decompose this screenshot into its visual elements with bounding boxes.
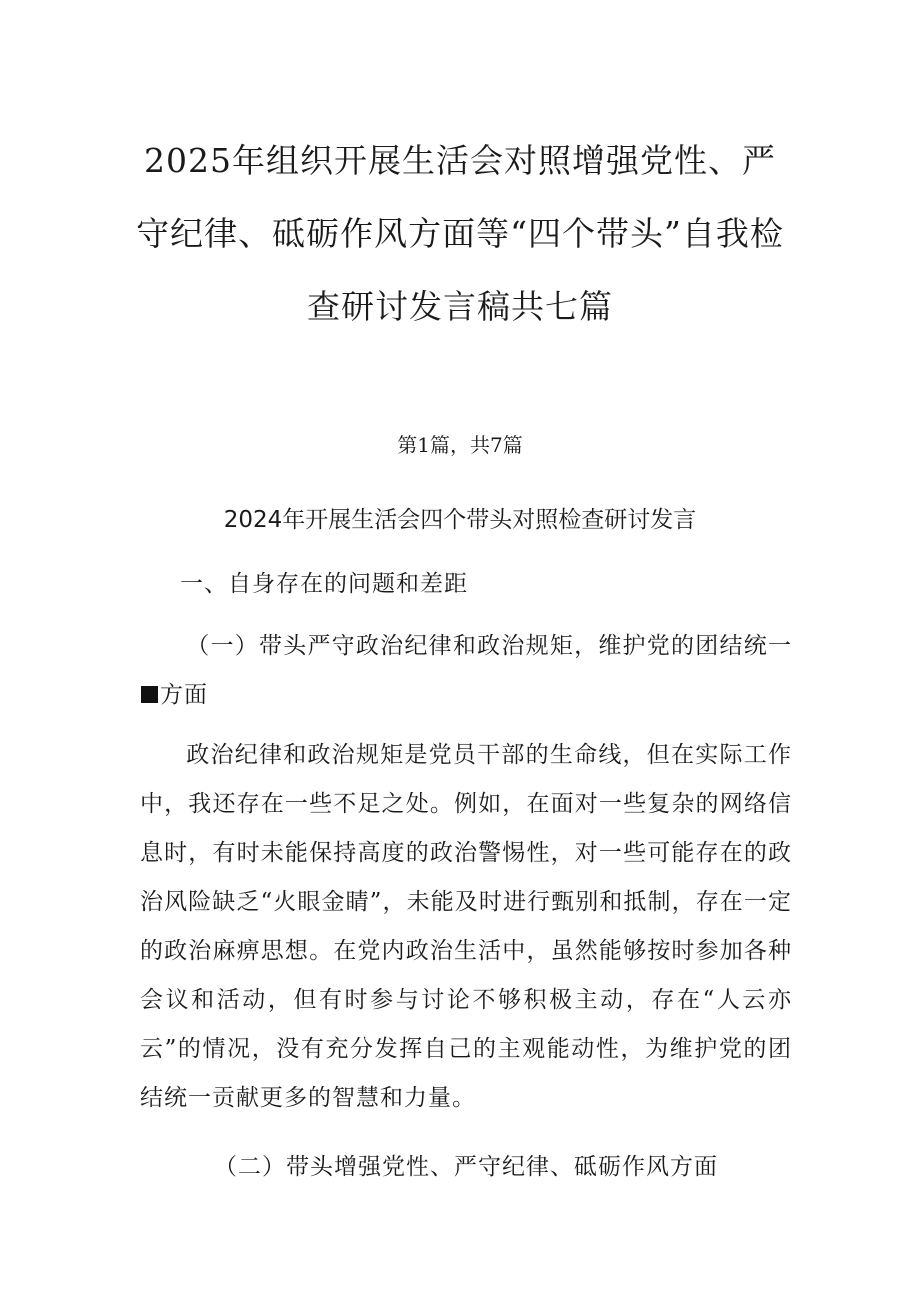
section-heading: 一、自身存在的问题和差距 [180, 571, 468, 597]
subheading-1-text: （一）带头严守政治纪律和政治规矩，维护党的团结统一 [186, 633, 792, 659]
body-paragraph-text: 政治纪律和政治规矩是党员干部的生命线，但在实际工作中，我还存在一些不足之处。例如，在面对一些复杂的网络信息时，有时未能保持高度的政治警惕性，对一些可能存在的政治风险缺乏“火眼金睛”，未能及时进行甄别和抵制，存在一定的政治麻痹思想。在党内政治生活中，虽然能够按时参加各种会议和活动，但有时参与讨论不够积极主动，存在“人云亦云”的情况，没有充分发挥自己的主观能动性，为维护党的团结统一贡献更多的智慧和力量。 [140, 742, 792, 1111]
subheading-1 [140, 622, 792, 720]
subheading-2: （二）带头增强党性、严守纪律、砥砺作风方面 [214, 1154, 718, 1180]
part-indicator: 第1篇，共7篇 [397, 433, 523, 457]
body-paragraph [140, 731, 792, 1123]
article-title: 2024年开展生活会四个带头对照检查研讨发言 [223, 507, 697, 533]
subheading-1-text-tail: 方面 [160, 682, 208, 708]
document-title: 2025年组织开展生活会对照增强党性、严守纪律、砥砺作风方面等“四个带头”自我检查研讨发言稿共七篇 [136, 141, 784, 326]
black-square-mark-icon [141, 686, 158, 703]
